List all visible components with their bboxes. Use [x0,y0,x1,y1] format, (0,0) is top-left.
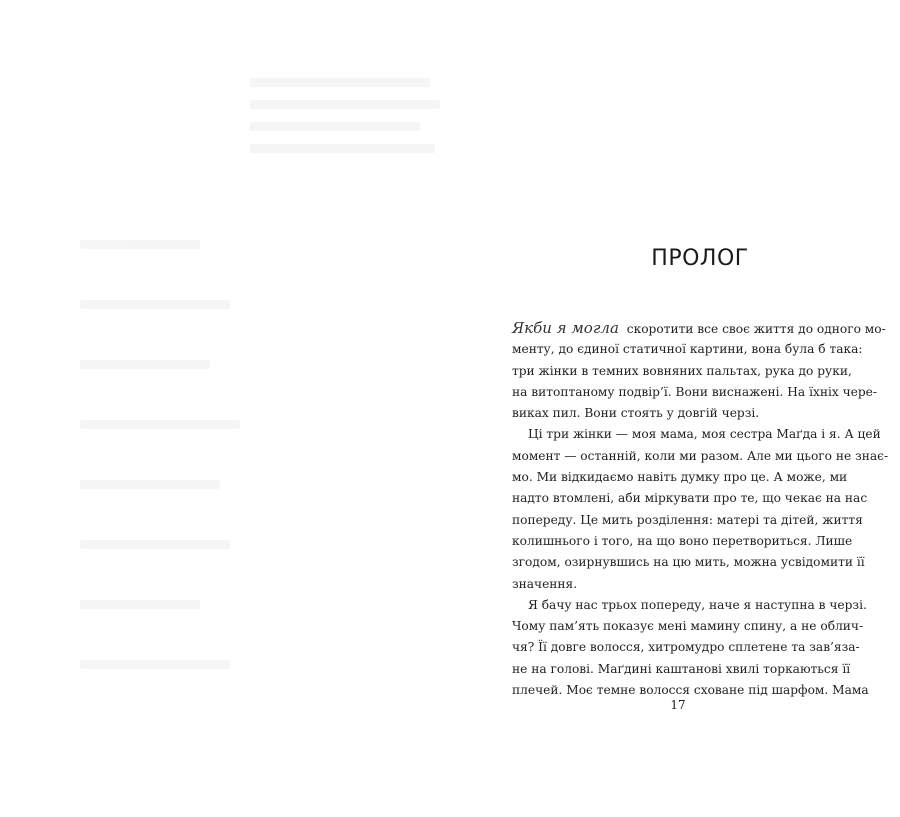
text-line: Чому пам’ять показує мені мамину спину, а не облич- [512,619,864,634]
text-line: менту, до єдиної статичної картини, вона була б така: [512,342,863,357]
text-line: Я бачу нас трьох попереду, наче я наступна в черзі. [528,597,867,612]
right-page [450,0,900,817]
text-line: чя? Її довге волосся, хитромудро сплетене та зав’яза- [512,640,860,655]
text-line: попереду. Це мить розділення: матері та дітей, життя [512,512,863,527]
text-line-1: Якби я могла скоротити все своє життя до одного мо- [512,319,886,337]
text-line: значення. [512,576,578,591]
text-line: надто втомлені, аби міркувати про те, що чекає на нас [512,491,868,506]
body-text [512,318,889,701]
page-number: 17 [670,698,686,712]
text-line: виках пил. Вони стоять у довгій черзі. [512,406,760,421]
text-line: мо. Ми відкидаємо навіть думку про це. А може, ми [512,470,848,485]
text-line: на витоптаному подвір’ї. Вони виснажені. На їхніх чере- [512,384,878,399]
text-line: три жінки в темних вовняних пальтах, рука до руки, [512,363,852,378]
text-line: згодом, озирнувшись на цю мить, можна усвідомити її [512,555,865,570]
chapter-title: ПРОЛОГ [651,246,749,271]
text-line: Ці три жінки — моя мама, моя сестра Маґда і я. А цей [528,427,881,442]
text-line: колишнього і того, на що воно перетвориться. Лише [512,533,853,548]
text-line: не на голові. Маґдині каштанові хвилі торкаються її [512,661,851,676]
text-line: момент — останній, коли ми разом. Але ми цього не знає- [512,448,889,463]
lead-in: Якби я могла [512,319,619,337]
text-line: плечей. Моє темне волосся сховане під шарфом. Мама [512,683,869,698]
